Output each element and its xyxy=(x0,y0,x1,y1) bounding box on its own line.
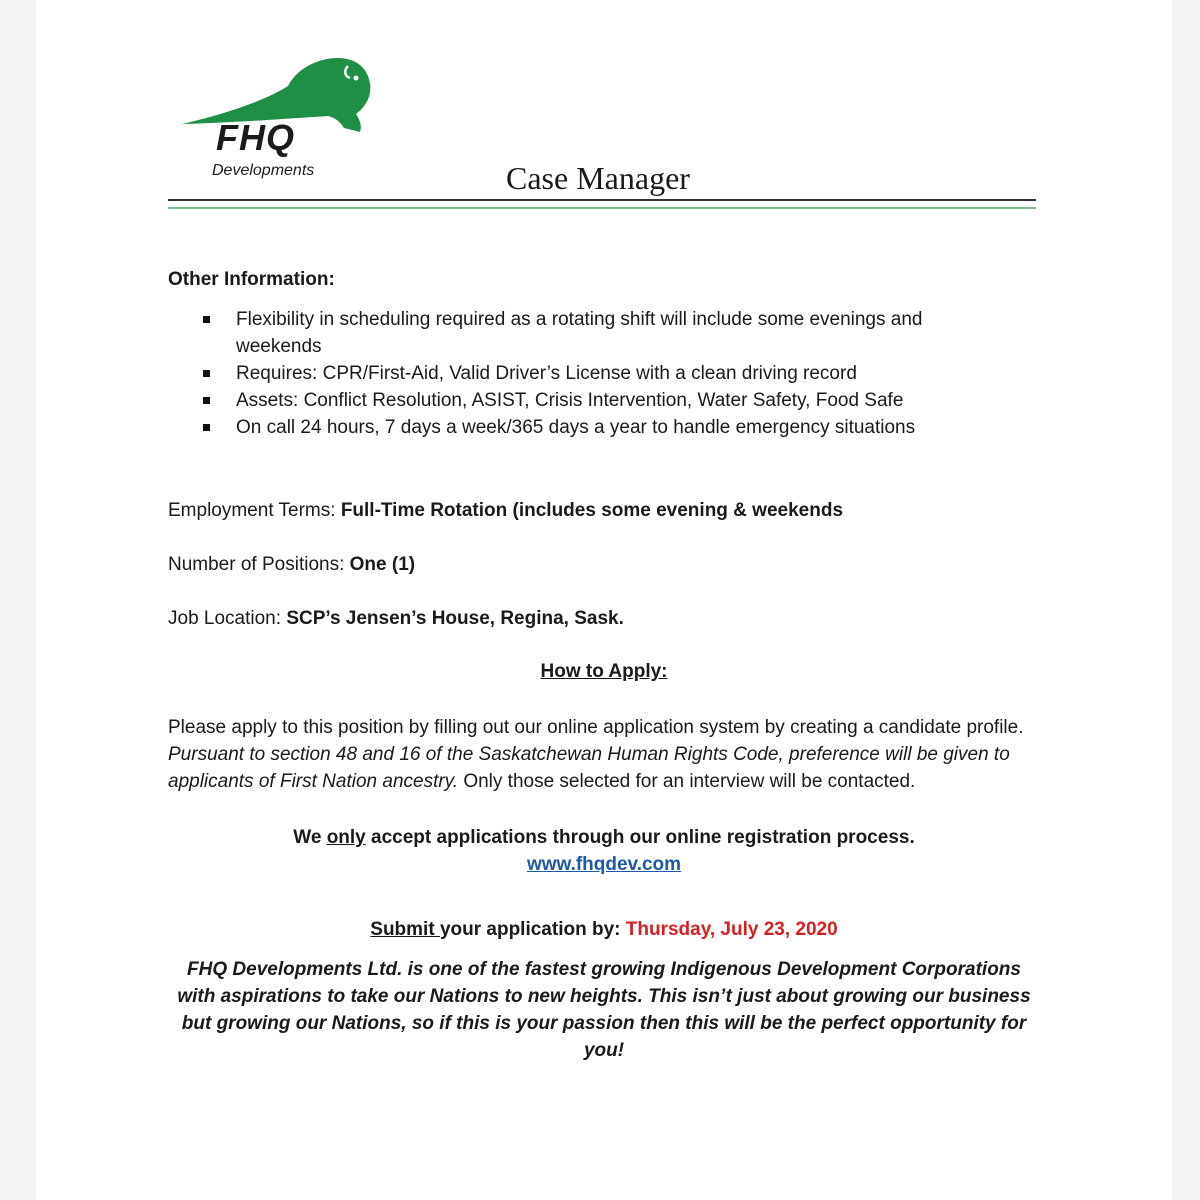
apply-instructions: Please apply to this position by filling out our online application system by creating a candidate profile. Pursuant to section 48 and 16 of the Saskatchewan Human Rights Code, preference will be given to applicants of First Nation ancestry. Only those selected for an interview will be contacted. xyxy=(168,717,1024,792)
title-divider xyxy=(168,199,1036,201)
job-location: Job Location: SCP’s Jensen’s House, Regina, Sask. xyxy=(168,608,624,629)
list-item: Flexibility in scheduling required as a rotating shift will include some evenings and weekends xyxy=(200,306,1000,360)
website-link[interactable]: www.fhqdev.com xyxy=(526,854,682,875)
list-item: Requires: CPR/First-Aid, Valid Driver’s License with a clean driving record xyxy=(200,360,1000,387)
other-info-heading: Other Information: xyxy=(168,269,335,290)
how-to-apply-heading: How to Apply: xyxy=(540,661,668,682)
application-deadline: Submit your application by: Thursday, July 23, 2020 xyxy=(370,919,838,940)
bullet-icon xyxy=(203,397,210,404)
page-title: Case Manager xyxy=(506,160,690,196)
deadline-date: Thursday, July 23, 2020 xyxy=(625,919,838,940)
closing-statement: FHQ Developments Ltd. is one of the fastest growing Indigenous Development Corporations with aspirations to take our Nations to new heights. This isn’t just about growing our business but growing our Nations, so if this is your passion then this will be the perfect opportunity for you! xyxy=(177,959,1031,1061)
online-only-notice: We only accept applications through our online registration process. xyxy=(293,827,915,848)
number-of-positions: Number of Positions: One (1) xyxy=(168,554,416,575)
bullet-icon xyxy=(203,316,210,323)
title-divider-accent xyxy=(168,207,1036,209)
bullet-icon xyxy=(203,424,210,431)
employment-terms: Employment Terms: Full-Time Rotation (includes some evening & weekends xyxy=(168,500,844,521)
logo-wordmark: FHQ xyxy=(216,117,295,158)
company-logo xyxy=(176,52,376,192)
logo-subtitle: Developments xyxy=(212,162,315,179)
other-info-list xyxy=(200,306,1000,441)
bullet-icon xyxy=(203,370,210,377)
job-posting-page xyxy=(36,0,1172,1200)
list-item: On call 24 hours, 7 days a week/365 days a year to handle emergency situations xyxy=(200,414,1000,441)
list-item: Assets: Conflict Resolution, ASIST, Crisis Intervention, Water Safety, Food Safe xyxy=(200,387,1000,414)
